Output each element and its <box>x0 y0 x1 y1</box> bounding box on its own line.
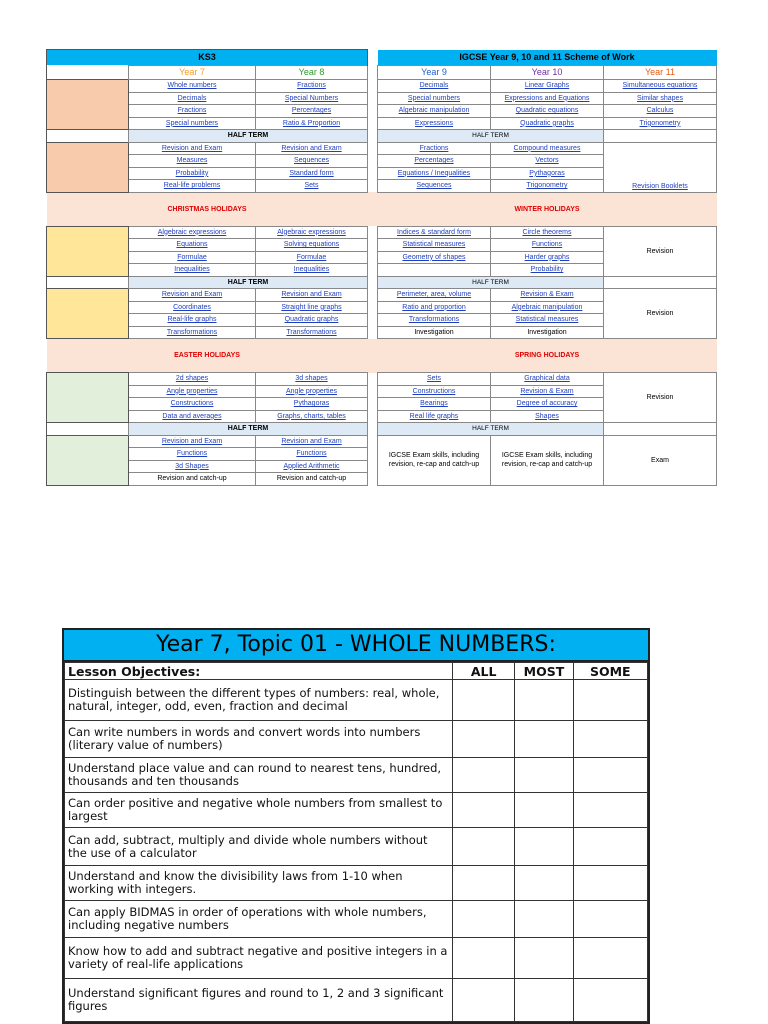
topic-link[interactable]: Angle properties <box>286 387 337 395</box>
topic-link[interactable]: Algebraic manipulation <box>398 107 470 115</box>
topic-cell-s1-y11 <box>604 226 717 276</box>
topic-cell-w2-y8 <box>256 142 368 155</box>
scheme-of-work-table <box>46 49 718 486</box>
half-term-2-y11 <box>604 276 717 289</box>
topic-link[interactable]: 2d shapes <box>175 375 209 383</box>
term-label-w2 <box>47 142 129 192</box>
checkbox-some[interactable] <box>573 901 647 938</box>
half-term-1-igcse: HALF TERM <box>378 130 604 143</box>
half-term-2-blank <box>47 276 129 289</box>
topic-checklist <box>62 628 650 1024</box>
objective-text: Can order positive and negative whole numbers from smallest to largest <box>65 793 453 828</box>
topic-link[interactable]: Straight line graphs <box>281 303 342 311</box>
checkbox-most[interactable] <box>515 979 573 1022</box>
objective-text: Distinguish between the different types of numbers: real, whole, natural, integer, odd, even, fraction and decimal <box>65 680 453 721</box>
topic-cell-w2-y9 <box>378 142 491 155</box>
topic-cell-su1-y10 <box>491 410 604 423</box>
topic-cell-s2-y7 <box>129 289 256 302</box>
topic-link[interactable]: Transformations <box>286 328 337 336</box>
topic-cell-s2-y10 <box>491 326 604 339</box>
topic-link[interactable]: Standard form <box>289 169 334 177</box>
year-8-header: Year 8 <box>256 66 368 80</box>
topic-cell-su1-y7 <box>129 410 256 423</box>
topic-cell-su1-y9 <box>378 373 491 386</box>
topic-cell-s2-y10 <box>491 289 604 302</box>
year-7-header: Year 7 <box>129 66 256 80</box>
topic-cell-w1-y8 <box>256 117 368 130</box>
topic-link[interactable]: Probability <box>530 266 564 274</box>
topic-link[interactable]: Revision & Exam <box>520 387 574 395</box>
topic-cell-w2-y10 <box>491 155 604 168</box>
topic-link[interactable]: Revision and Exam <box>161 291 223 299</box>
topic-cell-su2-y8 <box>256 448 368 461</box>
topic-cell-su2-y7 <box>129 460 256 473</box>
topic-cell-s1-y7 <box>129 264 256 277</box>
objective-text: Can write numbers in words and convert words into numbers (literary value of numbers) <box>65 721 453 758</box>
topic-cell-s1-y7 <box>129 239 256 252</box>
topic-cell-s2-y9 <box>378 301 491 314</box>
checkbox-most[interactable] <box>515 901 573 938</box>
objective-row <box>65 979 648 1022</box>
topic-cell-s2-y11 <box>604 289 717 339</box>
topic-link[interactable]: Data and averages <box>162 412 222 420</box>
topic-link[interactable]: Graphical data <box>524 375 570 383</box>
checkbox-most[interactable] <box>515 828 573 866</box>
topic-link[interactable]: Equations / Inequalities <box>397 169 471 177</box>
topic-link[interactable]: Calculus <box>646 107 674 115</box>
objective-text: Can apply BIDMAS in order of operations with whole numbers, including negative numbers <box>65 901 453 938</box>
topic-cell-w1-y11 <box>604 92 717 105</box>
checkbox-some[interactable] <box>573 680 647 721</box>
topic-link[interactable]: Graphs, charts, tables <box>277 412 346 420</box>
term-label-w1 <box>47 80 129 130</box>
topic-link[interactable]: Pythagoras <box>529 169 565 177</box>
topic-cell-w2-y9 <box>378 167 491 180</box>
topic-cell-su2-y8 <box>256 473 368 486</box>
topic-link[interactable]: Linear Graphs <box>524 82 570 90</box>
objective-row <box>65 793 648 828</box>
topic-cell-w1-y7 <box>129 117 256 130</box>
half-term-2-ks3: HALF TERM <box>129 276 368 289</box>
topic-link[interactable]: Functions <box>531 241 563 249</box>
scheme-grid <box>46 49 717 486</box>
y11-note: Revision <box>646 247 674 255</box>
checkbox-most[interactable] <box>515 938 573 979</box>
topic-link[interactable]: Expressions <box>414 119 454 127</box>
year-11-header: Year 11 <box>604 66 717 80</box>
checkbox-most[interactable] <box>515 721 573 758</box>
level-most-header: MOST <box>515 663 573 680</box>
topic-link[interactable]: Quadratic equations <box>515 107 579 115</box>
topic-link[interactable]: 3d shapes <box>295 375 328 383</box>
topic-link[interactable]: Coordinates <box>173 303 211 311</box>
topic-link[interactable]: Compound measures <box>513 144 581 152</box>
topic-link[interactable]: Similar shapes <box>637 94 683 102</box>
topic-cell-w1-y8 <box>256 92 368 105</box>
objectives-header: Lesson Objectives: <box>65 663 453 680</box>
topic-link[interactable]: Functions <box>296 450 327 458</box>
objective-row <box>65 901 648 938</box>
topic-cell-s1-y8 <box>256 226 368 239</box>
topic-cell-s2-y10 <box>491 301 604 314</box>
objective-text: Know how to add and subtract negative and positive integers in a variety of real-life applications <box>65 938 453 979</box>
topic-link[interactable]: Transformations <box>408 316 460 324</box>
topic-link: Investigation <box>414 328 454 336</box>
checkbox-all[interactable] <box>452 793 514 828</box>
topic-cell-su1-y7 <box>129 385 256 398</box>
topic-cell-s2-y7 <box>129 301 256 314</box>
igcse-header: IGCSE Year 9, 10 and 11 Scheme of Work <box>378 50 717 66</box>
topic-cell-w2-y7 <box>129 142 256 155</box>
topic-cell-su2-y7 <box>129 435 256 448</box>
topic-link[interactable]: Quadratic graphs <box>284 316 339 324</box>
topic-link[interactable]: Trigonometry <box>526 182 568 190</box>
topic-link[interactable]: Perimeter, area, volume <box>396 291 472 299</box>
topic-cell-s1-y9 <box>378 264 491 277</box>
topic-cell-w1-y10 <box>491 117 604 130</box>
topic-link[interactable]: Statistical measures <box>515 316 579 324</box>
topic-cell-su1-y9 <box>378 385 491 398</box>
objective-row <box>65 828 648 866</box>
topic-cell-s1-y8 <box>256 239 368 252</box>
topic-link[interactable]: Formulae <box>177 253 207 261</box>
topic-cell-s1-y9 <box>378 226 491 239</box>
checkbox-some[interactable] <box>573 828 647 866</box>
topic-link[interactable]: Probability <box>175 169 209 177</box>
y11-note: Exam <box>651 456 669 464</box>
half-term-3-blank <box>47 423 129 436</box>
topic-cell-w2-y8 <box>256 155 368 168</box>
topic-link[interactable]: Formulae <box>296 253 327 261</box>
topic-cell-s1-y10 <box>491 251 604 264</box>
topic-cell-w1-y8 <box>256 105 368 118</box>
topic-cell-s1-y9 <box>378 251 491 264</box>
topic-link[interactable]: Whole numbers <box>167 82 217 90</box>
checkbox-some[interactable] <box>573 758 647 793</box>
topic-link[interactable]: Revision and Exam <box>281 144 342 152</box>
topic-link[interactable]: Shapes <box>535 412 559 420</box>
topic-link[interactable]: Sequences <box>416 182 452 190</box>
objective-text: Understand place value and can round to nearest tens, hundred, thousands and ten thousands <box>65 758 453 793</box>
checkbox-all[interactable] <box>452 828 514 866</box>
term-label-s2 <box>47 289 129 339</box>
checkbox-all[interactable] <box>452 721 514 758</box>
checkbox-most[interactable] <box>515 866 573 901</box>
topic-link[interactable]: Real-life problems <box>163 182 221 190</box>
topic-link[interactable]: Expressions and Equations <box>504 94 590 102</box>
topic-cell-w1-y11 <box>604 80 717 93</box>
topic-link[interactable]: Indices & standard form <box>397 228 471 236</box>
topic-link[interactable]: Transformations <box>166 328 218 336</box>
topic-link[interactable]: Special numbers <box>407 94 461 102</box>
topic-cell-s2-y9 <box>378 326 491 339</box>
objective-row <box>65 680 648 721</box>
checkbox-some[interactable] <box>573 979 647 1022</box>
topic-cell-s2-y10 <box>491 314 604 327</box>
objective-row <box>65 938 648 979</box>
topic-link[interactable]: Revision and Exam <box>281 291 342 299</box>
term-label-su1 <box>47 373 129 423</box>
topic-link[interactable]: Statistical measures <box>402 241 466 249</box>
checkbox-most[interactable] <box>515 793 573 828</box>
topic-link[interactable]: Sets <box>304 182 319 190</box>
topic-link[interactable]: Percentages <box>291 107 332 115</box>
topic-cell-su1-y8 <box>256 410 368 423</box>
topic-link[interactable]: Quadratic graphs <box>520 119 574 127</box>
topic-link[interactable]: Special numbers <box>165 119 219 127</box>
level-all-header: ALL <box>452 663 514 680</box>
topic-cell-w2-y11 <box>604 142 717 192</box>
topic-cell-w2-y7 <box>129 180 256 193</box>
topic-link[interactable]: Geometry of shapes <box>402 253 466 261</box>
topic-link[interactable]: Inequalities <box>174 266 210 274</box>
topic-cell-w2-y10 <box>491 142 604 155</box>
topic-cell-su1-y10 <box>491 385 604 398</box>
topic-cell-su1-y8 <box>256 398 368 411</box>
topic-cell-su2-y10: IGCSE Exam skills, including revision, re-cap and catch-up <box>491 435 604 485</box>
topic-cell-su1-y11 <box>604 373 717 423</box>
topic-cell-su1-y8 <box>256 385 368 398</box>
objective-row <box>65 866 648 901</box>
objective-text: Understand and know the divisibility laws from 1-10 when working with integers. <box>65 866 453 901</box>
checkbox-most[interactable] <box>515 680 573 721</box>
topic-link[interactable]: Functions <box>176 450 208 458</box>
topic-cell-s2-y8 <box>256 326 368 339</box>
topic-cell-su2-y8 <box>256 460 368 473</box>
checkbox-all[interactable] <box>452 979 514 1022</box>
topic-cell-s1-y10 <box>491 226 604 239</box>
holiday-ks3: CHRISTMAS HOLIDAYS <box>47 192 368 226</box>
topic-cell-su2-y9: IGCSE Exam skills, including revision, re-cap and catch-up <box>378 435 491 485</box>
topic-cell-w2-y9 <box>378 180 491 193</box>
topic-link[interactable]: Inequalities <box>293 266 330 274</box>
topic-link[interactable]: Revision and Exam <box>161 437 223 445</box>
topic-cell-su2-y7 <box>129 473 256 486</box>
topic-cell-w1-y11 <box>604 117 717 130</box>
topic-cell-w1-y9 <box>378 117 491 130</box>
topic-cell-su2-y7 <box>129 448 256 461</box>
ks3-header: KS3 <box>47 50 368 66</box>
level-some-header: SOME <box>573 663 647 680</box>
half-term-1-y11 <box>604 130 717 143</box>
topic-link[interactable]: Pythagoras <box>293 400 330 408</box>
topic-link[interactable]: Constructions <box>412 387 456 395</box>
holiday-gap <box>368 192 378 226</box>
objective-text: Understand significant figures and round to 1, 2 and 3 significant figures <box>65 979 453 1022</box>
topic-link[interactable]: Special Numbers <box>284 94 339 102</box>
topic-link[interactable]: Sets <box>426 375 441 383</box>
holiday-ks3: EASTER HOLIDAYS <box>47 339 368 373</box>
topic-cell-w2-y10 <box>491 180 604 193</box>
topic-cell-w1-y10 <box>491 105 604 118</box>
topic-link[interactable]: Measures <box>176 157 208 165</box>
topic-link[interactable]: Revision & Exam <box>520 291 574 299</box>
y11-note[interactable]: Revision Booklets <box>632 182 688 190</box>
year-10-header: Year 10 <box>491 66 604 80</box>
topic-cell-s2-y8 <box>256 289 368 302</box>
topic-link[interactable]: Simultaneous equations <box>622 82 698 90</box>
topic-link[interactable]: Revision and Exam <box>161 144 223 152</box>
topic-link[interactable]: Fractions <box>177 107 207 115</box>
y11-note: Revision <box>646 394 674 401</box>
topic-link[interactable]: Bearings <box>420 400 448 408</box>
topic-cell-su1-y7 <box>129 398 256 411</box>
half-term-1-blank <box>47 130 129 143</box>
topic-link[interactable]: Solving equations <box>283 241 340 249</box>
holiday-igcse: SPRING HOLIDAYS <box>378 339 717 373</box>
topic-cell-s2-y8 <box>256 301 368 314</box>
checkbox-all[interactable] <box>452 938 514 979</box>
half-term-3-ks3: HALF TERM <box>129 423 368 436</box>
topic-cell-w1-y7 <box>129 105 256 118</box>
topic-cell-w1-y11 <box>604 105 717 118</box>
topic-cell-s1-y7 <box>129 226 256 239</box>
topic-cell-su1-y10 <box>491 373 604 386</box>
topic-link[interactable]: Algebraic expressions <box>157 228 227 236</box>
topic-cell-s2-y9 <box>378 314 491 327</box>
topic-cell-s2-y9 <box>378 289 491 302</box>
topic-cell-w1-y10 <box>491 92 604 105</box>
topic-link[interactable]: Harder graphs <box>524 253 570 261</box>
topic-link: Revision and catch-up <box>157 475 227 483</box>
topic-cell-s1-y7 <box>129 251 256 264</box>
topic-link[interactable]: Sequences <box>293 157 330 165</box>
topic-link[interactable]: Algebraic manipulation <box>511 303 583 311</box>
half-term-3-igcse: HALF TERM <box>378 423 604 436</box>
topic-cell-su1-y9 <box>378 398 491 411</box>
topic-link[interactable]: Constructions <box>170 400 214 408</box>
holiday-gap <box>368 339 378 373</box>
topic-cell-su1-y9 <box>378 410 491 423</box>
checkbox-most[interactable] <box>515 758 573 793</box>
topic-link[interactable]: Ratio & Proportion <box>282 119 341 127</box>
topic-link[interactable]: Trigonometry <box>639 119 681 127</box>
checkbox-some[interactable] <box>573 793 647 828</box>
y11-note: Revision <box>646 310 674 317</box>
objective-row <box>65 758 648 793</box>
topic-link[interactable]: Equations <box>176 241 208 249</box>
topic-cell-w2-y7 <box>129 155 256 168</box>
term-label-s1 <box>47 226 129 276</box>
topic-cell-w2-y9 <box>378 155 491 168</box>
topic-cell-s1-y9 <box>378 239 491 252</box>
topic-cell-su2-y11 <box>604 435 717 485</box>
topic-cell-w1-y7 <box>129 92 256 105</box>
objectives-table <box>64 662 648 1022</box>
topic-cell-w2-y10 <box>491 167 604 180</box>
topic-cell-s1-y10 <box>491 264 604 277</box>
topic-cell-su1-y10 <box>491 398 604 411</box>
topic-link[interactable]: Ratio and proportion <box>402 303 466 311</box>
checkbox-some[interactable] <box>573 721 647 758</box>
half-term-2-igcse: HALF TERM <box>378 276 604 289</box>
topic-title: Year 7, Topic 01 - WHOLE NUMBERS: <box>64 630 648 662</box>
topic-link[interactable]: Decimals <box>419 82 449 90</box>
topic-link[interactable]: Vectors <box>535 157 559 165</box>
topic-link[interactable]: Degree of accuracy <box>516 400 578 408</box>
topic-link[interactable]: Percentages <box>414 157 454 165</box>
checkbox-all[interactable] <box>452 866 514 901</box>
topic-link[interactable]: 3d Shapes <box>175 462 209 470</box>
objective-row <box>65 721 648 758</box>
topic-cell-s2-y8 <box>256 314 368 327</box>
topic-cell-s2-y7 <box>129 326 256 339</box>
topic-link: Revision and catch-up <box>276 475 347 483</box>
topic-cell-w1-y9 <box>378 105 491 118</box>
holiday-igcse: WINTER HOLIDAYS <box>378 192 717 226</box>
topic-link: Investigation <box>527 328 567 336</box>
topic-link[interactable]: Circle theorems <box>522 228 572 236</box>
half-term-1-ks3: HALF TERM <box>129 130 368 143</box>
topic-link[interactable]: Decimals <box>177 94 207 102</box>
topic-link[interactable]: Real life graphs <box>409 412 459 420</box>
topic-link[interactable]: Revision and Exam <box>281 437 342 445</box>
topic-cell-s2-y7 <box>129 314 256 327</box>
half-term-3-y11 <box>604 423 717 436</box>
topic-link[interactable]: Fractions <box>419 144 449 152</box>
objective-text: Can add, subtract, multiply and divide whole numbers without the use of a calculator <box>65 828 453 866</box>
year-9-header: Year 9 <box>378 66 491 80</box>
checkbox-some[interactable] <box>573 938 647 979</box>
topic-cell-s1-y8 <box>256 264 368 277</box>
topic-cell-w1-y8 <box>256 80 368 93</box>
checkbox-some[interactable] <box>573 866 647 901</box>
term-label-su2 <box>47 435 129 485</box>
checkbox-all[interactable] <box>452 680 514 721</box>
topic-cell-w1-y9 <box>378 80 491 93</box>
checkbox-all[interactable] <box>452 758 514 793</box>
topic-link[interactable]: Applied Arithmetic <box>283 462 340 470</box>
topic-cell-w1-y7 <box>129 80 256 93</box>
topic-link[interactable]: Algebraic expressions <box>277 228 346 236</box>
topic-link[interactable]: Angle properties <box>166 387 218 395</box>
topic-cell-w2-y8 <box>256 167 368 180</box>
topic-cell-su2-y8 <box>256 435 368 448</box>
topic-cell-s1-y10 <box>491 239 604 252</box>
topic-cell-s1-y8 <box>256 251 368 264</box>
topic-link[interactable]: Real-life graphs <box>167 316 217 324</box>
topic-cell-su1-y7 <box>129 373 256 386</box>
topic-cell-w2-y8 <box>256 180 368 193</box>
topic-cell-su1-y8 <box>256 373 368 386</box>
topic-cell-w1-y9 <box>378 92 491 105</box>
topic-link[interactable]: Fractions <box>297 82 326 90</box>
topic-cell-w1-y10 <box>491 80 604 93</box>
topic-cell-w2-y7 <box>129 167 256 180</box>
checkbox-all[interactable] <box>452 901 514 938</box>
